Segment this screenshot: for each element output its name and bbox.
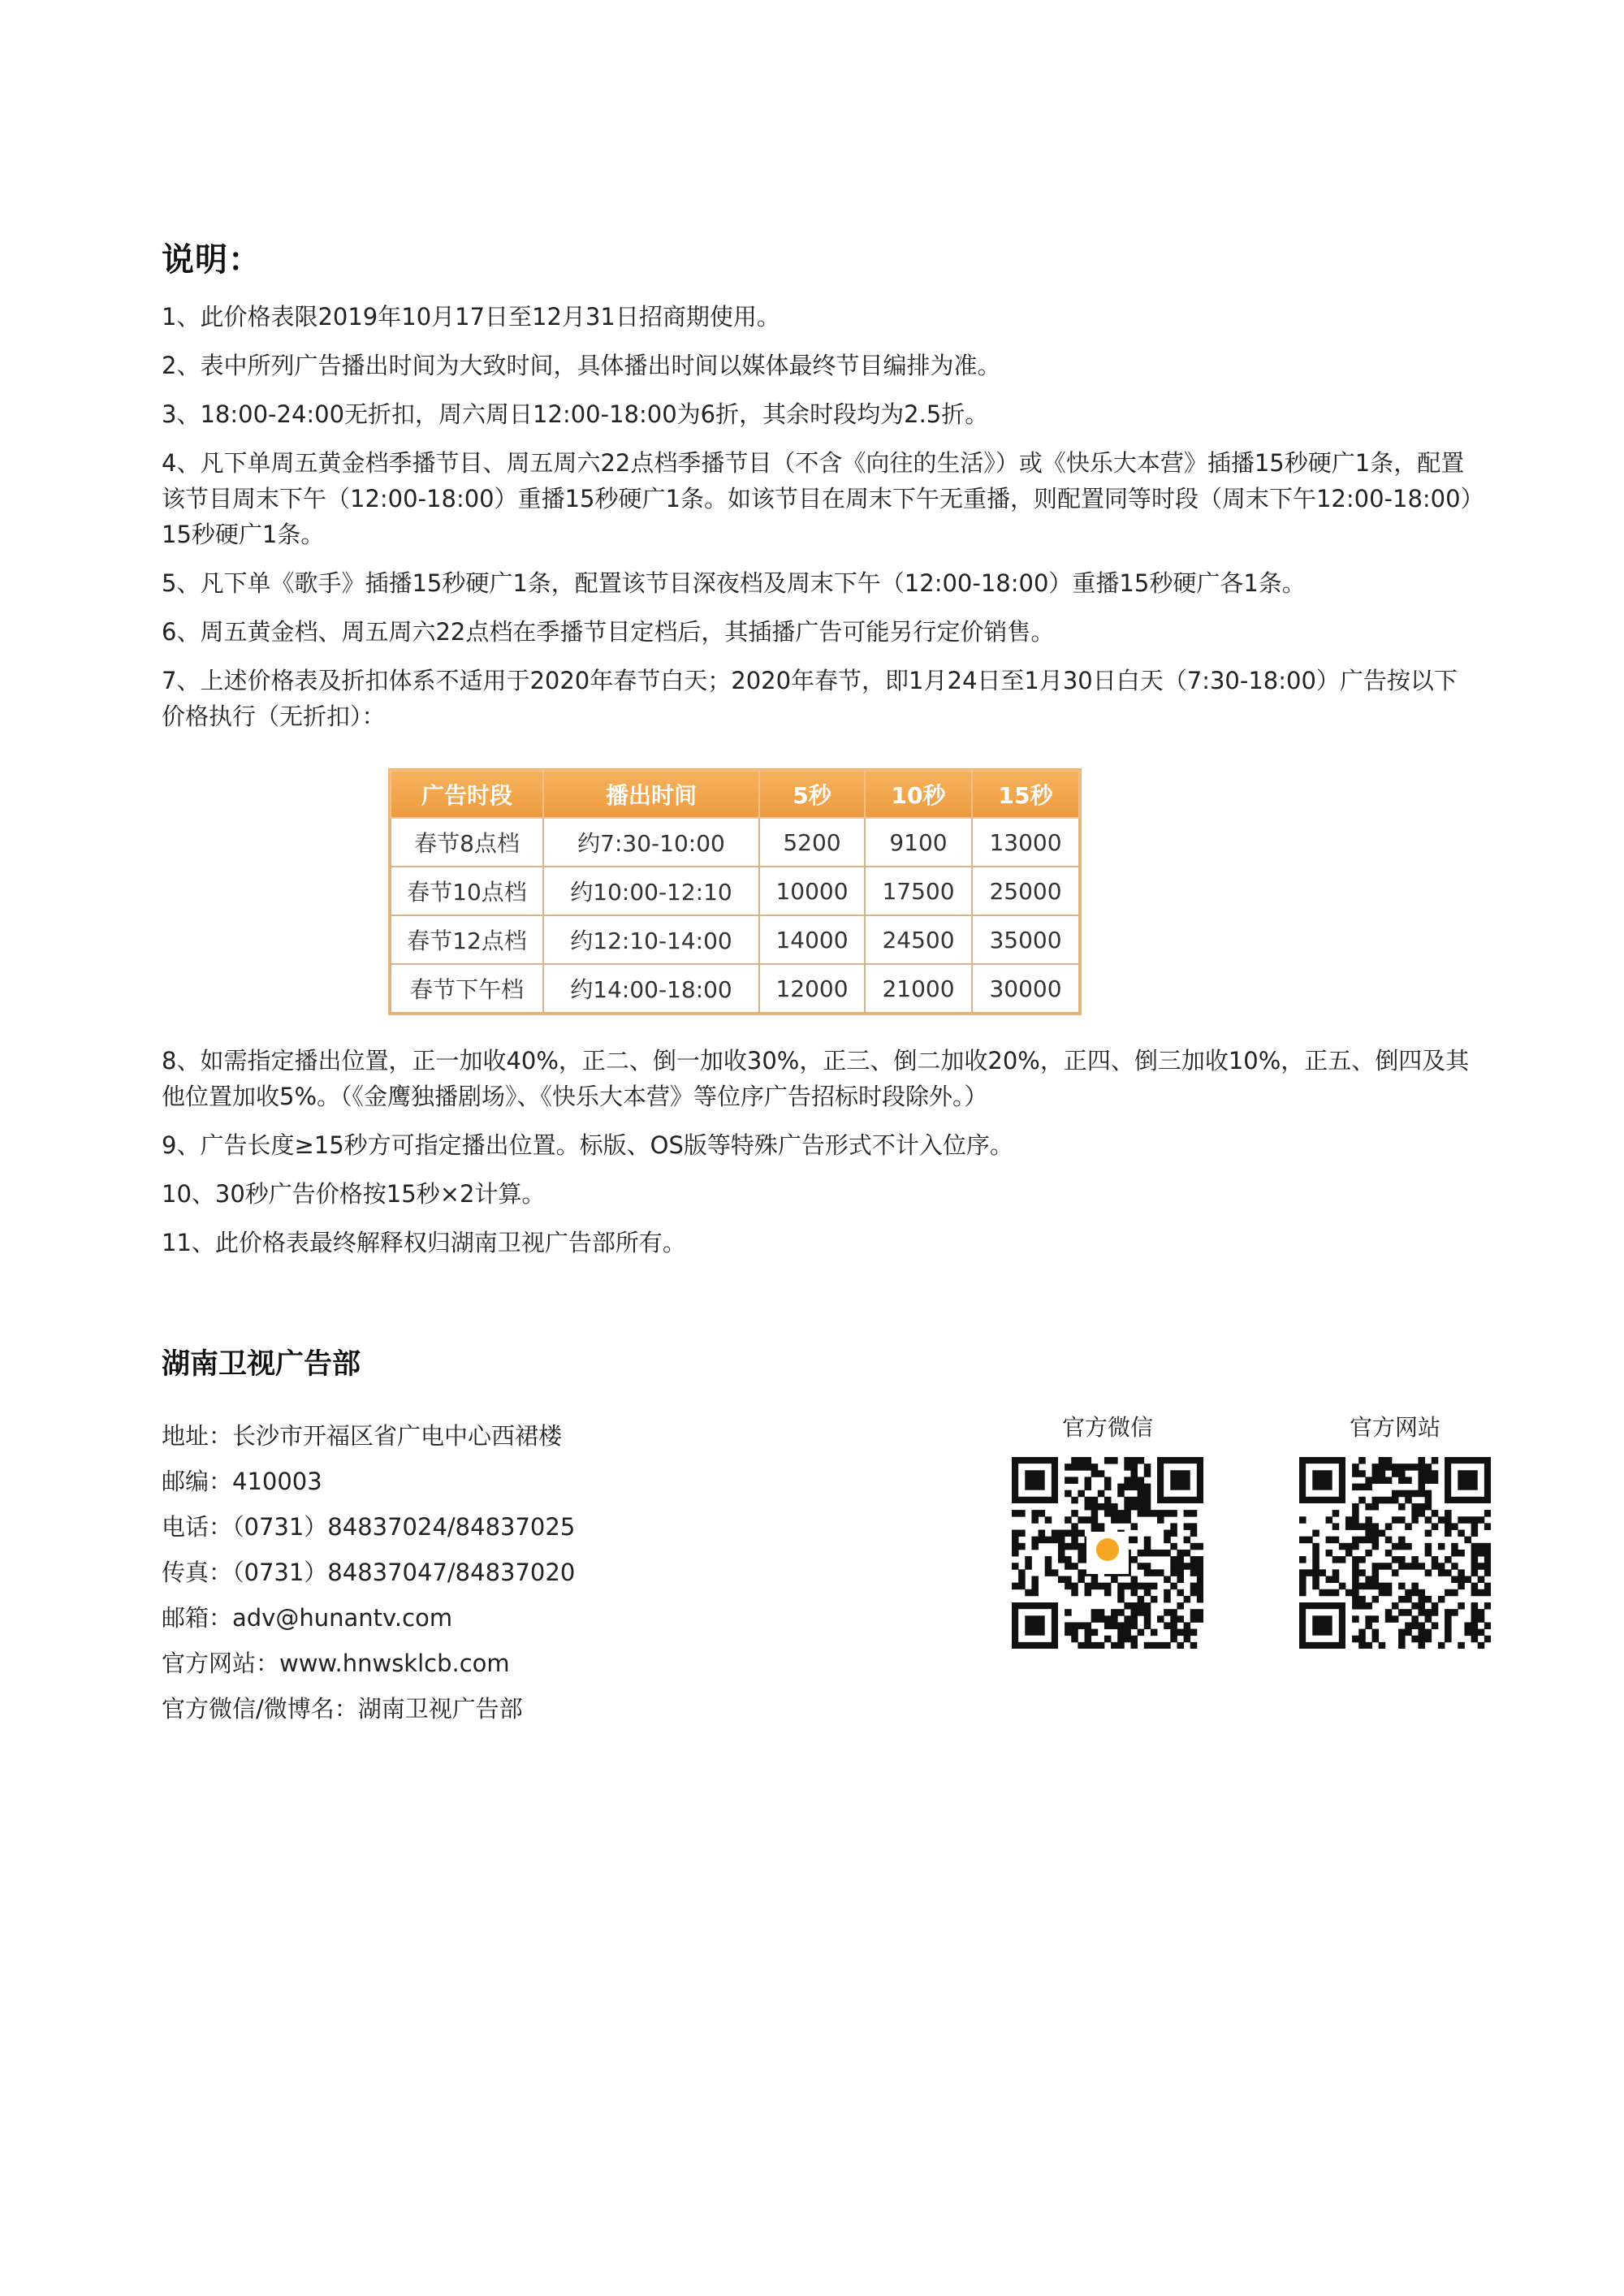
table-cell: 14000 [759,915,865,964]
note-item: 8、如需指定播出位置，正一加收40%，正二、倒一加收30%，正三、倒二加收20%，正四、倒三加收10%，正五、倒四及其他位置加收5%。（《金鹰独播剧场》、《快乐大本营》等位序广告招标时段除外。） [162,1047,1470,1110]
note-item: 3、18:00-24:00无折扣，周六周日12:00-18:00为6折，其余时段均为2.5折。 [162,400,989,428]
table-cell: 13000 [972,818,1079,867]
notes-title: 说明： [162,241,261,279]
wechat-qr-code-icon [1012,1457,1203,1649]
contact-website: 官方网站：www.hnwsklcb.com [162,1650,510,1677]
wechat-qr-label: 官方微信 [1061,1414,1153,1441]
contact-phone: 电话：（0731）84837024/84837025 [162,1513,576,1541]
website-qr-code-icon [1299,1457,1491,1649]
note-item: 1、此价格表限2019年10月17日至12月31日招商期使用。 [162,303,780,331]
note-item: 9、广告长度≥15秒方可指定播出位置。标版、OS版等特殊广告形式不计入位序。 [162,1131,1013,1159]
contact-social: 官方微信/微博名：湖南卫视广告部 [162,1695,523,1723]
table-cell: 30000 [972,964,1079,1013]
table-cell: 25000 [972,867,1079,915]
table-cell: 17500 [865,867,972,915]
note-item: 4、凡下单周五黄金档季播节目、周五周六22点档季播节目（不含《向往的生活》）或《快乐大本营》插播15秒硬广1条，配置该节目周末下午（12:00-18:00）重播15秒硬广1条。如该节目在周末下午无重播，则配置同等时段（周末下午12:00-18:00）15秒硬广1条。 [162,449,1473,548]
table-cell: 10000 [759,867,865,915]
table-row [391,915,1079,964]
table-cell: 春节8点档 [391,818,543,867]
note-item: 10、30秒广告价格按15秒×2计算。 [162,1180,546,1208]
table-cell: 春节10点档 [391,867,543,915]
table-cell: 约14:00-18:00 [543,964,759,1013]
table-cell: 9100 [865,818,972,867]
note-item: 7、上述价格表及折扣体系不适用于2020年春节白天；2020年春节，即1月24日至1月30日白天（7:30-18:00）广告按以下价格执行（无折扣）： [162,667,1458,730]
website-qr-block [1273,1408,1517,1649]
contact-fax: 传真：（0731）84837047/84837020 [162,1559,576,1586]
column-header: 广告时段 [391,771,543,818]
table-cell: 约7:30-10:00 [543,818,759,867]
spring-festival-price-table [390,770,1080,1014]
column-header: 播出时间 [543,771,759,818]
wechat-qr-block [986,1408,1229,1649]
notes-list-continued [162,1043,1477,1273]
note-item: 6、周五黄金档、周五周六22点档在季播节目定档后，其插播广告可能另行定价销售。 [162,618,1055,646]
table-cell: 春节下午档 [391,964,543,1013]
table-cell: 春节12点档 [391,915,543,964]
contact-info [162,1413,575,1732]
website-qr-label: 官方网站 [1349,1414,1440,1441]
table-cell: 24500 [865,915,972,964]
column-header: 10秒 [865,771,972,818]
table-cell: 12000 [759,964,865,1013]
note-item: 11、此价格表最终解释权归湖南卫视广告部所有。 [162,1229,686,1256]
note-item: 5、凡下单《歌手》插播15秒硬广1条，配置该节目深夜档及周末下午（12:00-18:00）重播15秒硬广各1条。 [162,569,1306,597]
table-cell: 5200 [759,818,865,867]
table-cell: 21000 [865,964,972,1013]
table-header-row [391,771,1079,818]
contact-title: 湖南卫视广告部 [162,1348,361,1381]
note-item: 2、表中所列广告播出时间为大致时间，具体播出时间以媒体最终节目编排为准。 [162,352,1001,379]
table-cell: 约12:10-14:00 [543,915,759,964]
contact-postcode: 邮编：410003 [162,1468,322,1495]
contact-email: 邮箱：adv@hunantv.com [162,1604,453,1632]
column-header: 15秒 [972,771,1079,818]
table-cell: 约10:00-12:10 [543,867,759,915]
table-row [391,964,1079,1013]
table-row [391,818,1079,867]
notes-list [162,299,1477,747]
contact-address: 地址：长沙市开福区省广电中心西裙楼 [162,1422,563,1450]
table-cell: 35000 [972,915,1079,964]
table-row [391,867,1079,915]
column-header: 5秒 [759,771,865,818]
